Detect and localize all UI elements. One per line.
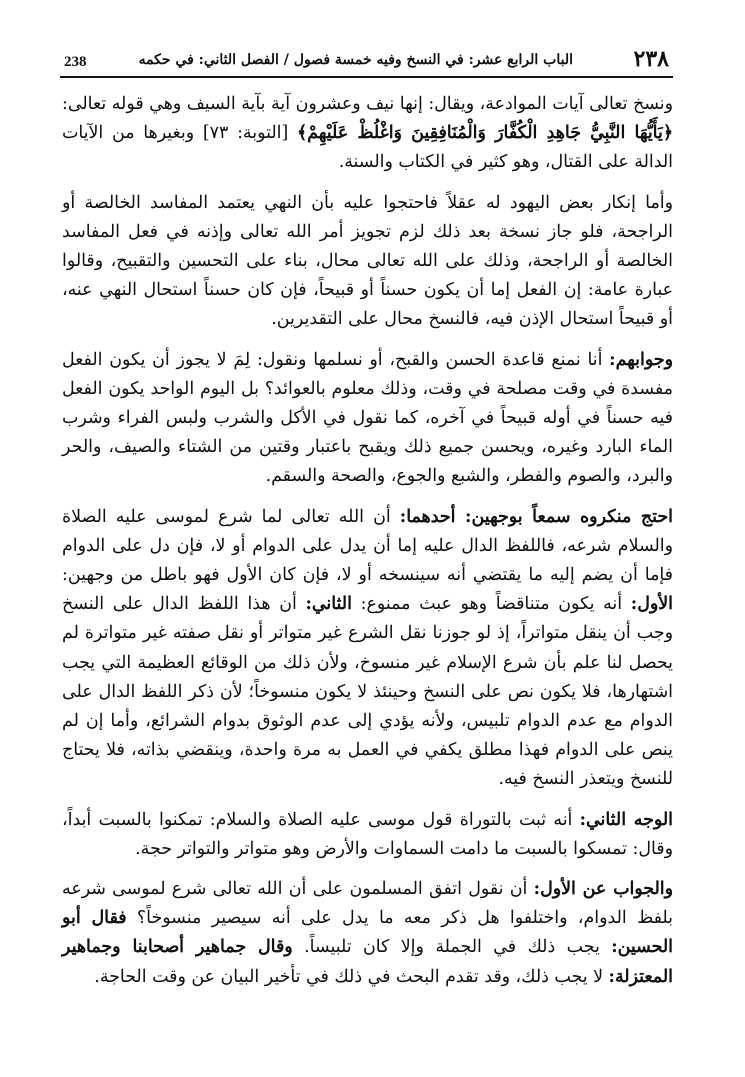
paragraph-lead: والجواب عن الأول: [533,879,674,900]
page-header [60,42,673,78]
paragraph-text: أن الله تعالى لما شرع لموسى عليه الصلاة والسلام شرعه، فاللفظ الدال عليه إما أن يدل على الدوام أو لا، فإن دل على الدوام فإما أن يضم إليه ما يقتضي أنه سينسخه أو لا، فإن كان الأول فهو باطل من وجهين: [62,506,673,586]
emphasis-text: فقال أبو الحسين: [62,908,673,958]
paragraph-lead: الوجه الثاني: [579,809,673,830]
paragraph-lead: وجوابهم: [609,349,673,370]
paragraph-text: أنا نمنع قاعدة الحسن والقبح، أو نسلمها ونقول: لِمَ لا يجوز أن يكون الفعل مفسدة في وقت مصلحة في وقت، وذلك معلوم بالعوائد؟ بل اليوم الواحد يكون الفعل فيه حسناً في أوله قبيحاً في آخره، كما نقول في الأكل والشرب ولبس الفراء وشرب الماء البارد وغيره، ويحسن جميع ذلك ويقبح باعتبار وقتين من الشتاء والصيف، والحر والبرد، والصوم والفطر، والشبع والجوع، والصحة والسقم. [62,349,673,487]
paragraph-text: أنه ثبت بالتوراة قول موسى عليه الصلاة والسلام: تمكنوا بالسبت أبداً، وقال: تمسكوا بالسبت ما دامت السماوات والأرض وهو متواتر والتواتر حجة. [62,809,673,859]
paragraph [62,503,673,795]
paragraph-text: أنه يكون متناقضاً وهو عبث ممنوع: [351,594,631,615]
quran-verse: ﴿يَأَيُّهَا النَّبِيُّ جَاهِدِ الْكُفَّارَ وَالْمُنَافِقِينَ وَاغْلُظْ عَلَيْهِمْ﴾ [296,123,674,144]
page-body [62,90,673,1057]
paragraph [62,90,673,178]
paragraph-text: أن نقول اتفق المسلمون على أن الله تعالى شرع لموسى شرعه بلفظ الدوام، واختلفوا هل ذكر معه ما يدل على أنه سيصير منسوخاً؟ [62,879,673,929]
page-number-latin: 238 [64,54,87,70]
paragraph [62,346,673,492]
paragraph-text: لا يجب ذلك، وقد تقدم البحث في ذلك في تأخير البيان عن وقت الحاجة. [94,966,609,987]
emphasis-text: وقال جماهير أصحابنا وجماهير المعتزلة: [62,937,673,987]
paragraph-lead: احتج منكروه سمعاً بوجهين: أحدهما: [399,506,673,527]
paragraph-text: [التوبة: ٧٣] وبغيرها من الآيات الدالة على القتال، وهو كثير في الكتاب والسنة. [62,123,673,173]
paragraph-text: ونسخ تعالى آيات الموادعة، ويقال: إنها نيف وعشرون آية بآية السيف وهي قوله تعالى: [62,94,673,114]
running-title: الباب الرابع عشر: في النسخ وفيه خمسة فصول / الفصل الثاني: في حكمه [138,52,573,68]
emphasis-text: الثاني: [305,594,352,615]
emphasis-text: الأول: [630,594,673,615]
paragraph-text: أن هذا اللفظ الدال على النسخ وجب أن ينقل متواتراً، إذ لو جوزنا نقل الشرع غير متواتر أو نقل صفته غير متواترة لم يحصل لنا علم بأن شرع الإسلام غير منسوخ، ولأن ذلك من الوقائع العظيمة التي يجب اشتهارها، فلا يكون نص على النسخ وحينئذ لا يكون منسوخاً؛ لأن ذكر اللفظ الدال على الدوام مع عدم الدوام تلبيس، ولأنه يؤدي إلى عدم الوثوق بدوام الشرائع، وأما إن لم ينص على الدوام فهذا مطلق يكفي في العمل به مرة واحدة، وينقضي بذاته، فلا يحتاج للنسخ ويتعذر النسخ فيه. [62,594,673,790]
paragraph [62,806,673,864]
paragraph [62,875,673,992]
paragraph [62,189,673,335]
page-number-arabic: ٢٣٨ [633,46,669,72]
paragraph-text: يجب ذلك في الجملة وإلا كان تلبيساً. [292,937,612,958]
paragraph-text: وأما إنكار بعض اليهود له عقلاً فاحتجوا عليه بأن النهي يعتمد المفاسد الخالصة أو الراجحة، فلو جاز نسخة بعد ذلك لزم تجويز أمر الله تعالى وإذنه في فعل المفاسد الخالصة أو الراجحة، وذلك على الله تعالى محال، بناء على التحسين والتقبيح، وقالوا عبارة عامة: إن الفعل إما أن يكون حسناً أو قبيحاً، فإن كان حسناً استحال النهي عنه، أو قبيحاً استحال الإذن فيه، فالنسخ محال على التقديرين. [62,192,673,330]
